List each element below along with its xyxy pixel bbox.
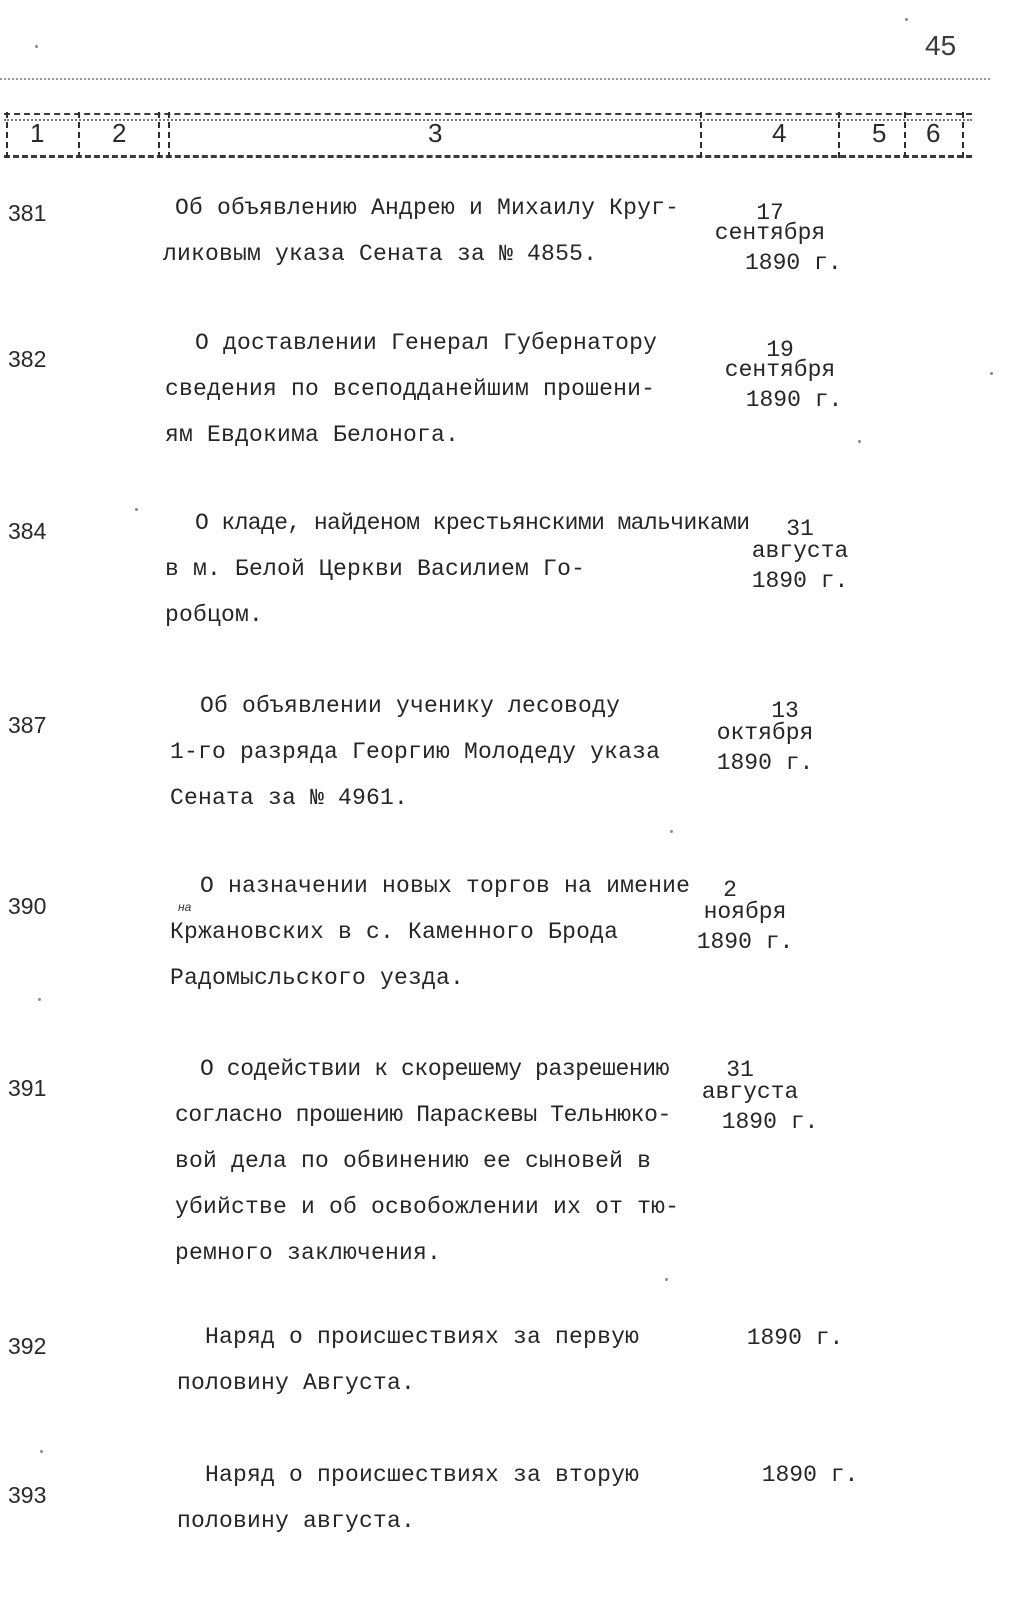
column-divider bbox=[838, 112, 840, 158]
row-number: 387 bbox=[8, 712, 47, 738]
row-date-month: ноября bbox=[703, 899, 787, 925]
row-title-line: О назначении новых торгов на имение bbox=[200, 873, 691, 899]
column-header-3: 3 bbox=[428, 118, 443, 148]
row-date bbox=[740, 1323, 850, 1353]
row-title bbox=[175, 1046, 680, 1276]
top-dotted-line bbox=[0, 78, 990, 80]
row-title-line: ям Евдокима Белонога. bbox=[165, 422, 460, 448]
row-title bbox=[165, 500, 750, 638]
row-date-year: 1890 г. bbox=[745, 387, 843, 413]
row-date-month: сентября bbox=[724, 357, 836, 383]
column-header-1: 1 bbox=[30, 118, 45, 148]
column-divider bbox=[6, 112, 8, 158]
column-divider bbox=[962, 112, 964, 158]
row-title-line: О содействии к скорешему разрешению bbox=[200, 1056, 670, 1082]
row-title-line: Наряд о происшествиях за вторую bbox=[205, 1462, 640, 1488]
row-date-month: сентября bbox=[714, 220, 826, 246]
scan-speck bbox=[135, 508, 138, 511]
row-date-year: 1890 г. bbox=[761, 1462, 859, 1488]
row-title-line: сведения по всеподданейшим прошени- bbox=[165, 376, 656, 402]
row-date-year: 1890 г. bbox=[696, 929, 794, 955]
scan-speck bbox=[40, 1450, 43, 1453]
row-date-day: 13 bbox=[771, 698, 799, 724]
row-number: 390 bbox=[8, 893, 47, 919]
row-title bbox=[177, 1452, 640, 1544]
row-date-month: августа bbox=[751, 538, 849, 564]
row-date-day: 2 bbox=[723, 877, 737, 903]
row-date-year: 1890 г. bbox=[751, 568, 849, 594]
row-title-line: половину Августа. bbox=[177, 1370, 416, 1396]
row-date bbox=[705, 198, 842, 278]
column-divider bbox=[158, 112, 160, 158]
row-title-line: Об объявлению Андрею и Михаилу Круг- bbox=[175, 195, 680, 221]
row-date-month: октября bbox=[716, 720, 814, 746]
row-date-day: 19 bbox=[766, 337, 794, 363]
row-date bbox=[700, 1055, 820, 1137]
scan-speck bbox=[35, 45, 38, 48]
row-number: 391 bbox=[8, 1075, 47, 1101]
handwritten-annotation: на bbox=[178, 900, 192, 914]
header-top-rule bbox=[4, 113, 972, 115]
row-title-line: 1-го разряда Георгию Молодеду указа bbox=[170, 739, 661, 765]
row-title bbox=[170, 863, 691, 1001]
column-header-2: 2 bbox=[112, 118, 127, 148]
row-title-line: Наряд о происшествиях за первую bbox=[205, 1324, 640, 1350]
column-divider bbox=[904, 112, 906, 158]
row-title bbox=[170, 683, 661, 821]
row-title-line: О кладе, найденом крестьянскими мальчиками bbox=[195, 510, 750, 536]
row-title-line: Радомысльского уезда. bbox=[170, 965, 465, 991]
row-title bbox=[165, 320, 658, 458]
row-title-line: Об объявлении ученику лесоводу bbox=[200, 693, 621, 719]
column-divider bbox=[78, 112, 80, 158]
header-bottom-rule bbox=[4, 155, 972, 158]
scan-speck bbox=[670, 830, 673, 833]
column-divider bbox=[700, 112, 702, 158]
row-date-day: 31 bbox=[726, 1057, 754, 1083]
column-divider bbox=[168, 112, 170, 158]
row-date-year: 1890 г. bbox=[746, 1325, 844, 1351]
row-date bbox=[715, 335, 845, 415]
scan-speck bbox=[905, 18, 908, 21]
page-number: 45 bbox=[925, 30, 957, 61]
row-title-line: робцом. bbox=[165, 602, 264, 628]
row-title-line: в м. Белой Церкви Василием Го- bbox=[165, 556, 586, 582]
row-date bbox=[755, 1460, 865, 1490]
row-title-line: ремного заключения. bbox=[175, 1240, 442, 1266]
row-number: 393 bbox=[8, 1482, 47, 1508]
row-date-day: 17 bbox=[756, 200, 784, 226]
scan-speck bbox=[665, 1278, 668, 1281]
scan-speck bbox=[990, 372, 993, 375]
row-title-line: убийстве и об освобожлении их от тю- bbox=[175, 1194, 680, 1220]
row-title-line: вой дела по обвинению ее сыновей в bbox=[175, 1148, 652, 1174]
row-date bbox=[690, 875, 800, 957]
row-title-line: половину августа. bbox=[177, 1508, 416, 1534]
column-header-6: 6 bbox=[926, 118, 941, 148]
row-number: 381 bbox=[8, 200, 47, 226]
scan-speck bbox=[858, 440, 861, 443]
row-title-line: ликовым указа Сената за № 4855. bbox=[163, 241, 598, 267]
row-date bbox=[705, 696, 825, 778]
scan-speck bbox=[38, 998, 41, 1001]
row-date-year: 1890 г. bbox=[745, 250, 842, 276]
row-title bbox=[163, 185, 680, 277]
row-title-line: согласно прошению Параскевы Тельнюко- bbox=[175, 1102, 671, 1128]
row-title-line: Сената за № 4961. bbox=[170, 785, 409, 811]
row-date-day: 31 bbox=[786, 516, 814, 542]
row-title bbox=[177, 1314, 640, 1406]
header-top-rule-secondary bbox=[4, 119, 972, 121]
row-title-line: Кржановских в с. Каменного Брода bbox=[170, 919, 619, 945]
row-number: 392 bbox=[8, 1333, 47, 1359]
column-header-4: 4 bbox=[772, 118, 787, 148]
row-number: 382 bbox=[8, 346, 47, 372]
row-number: 384 bbox=[8, 518, 47, 544]
row-date-month: августа bbox=[701, 1079, 799, 1105]
row-date-year: 1890 г. bbox=[721, 1109, 819, 1135]
row-date bbox=[740, 514, 860, 596]
row-date-year: 1890 г. bbox=[716, 750, 814, 776]
row-title-line: О доставлении Генерал Губернатору bbox=[195, 330, 658, 356]
column-header-5: 5 bbox=[872, 118, 887, 148]
